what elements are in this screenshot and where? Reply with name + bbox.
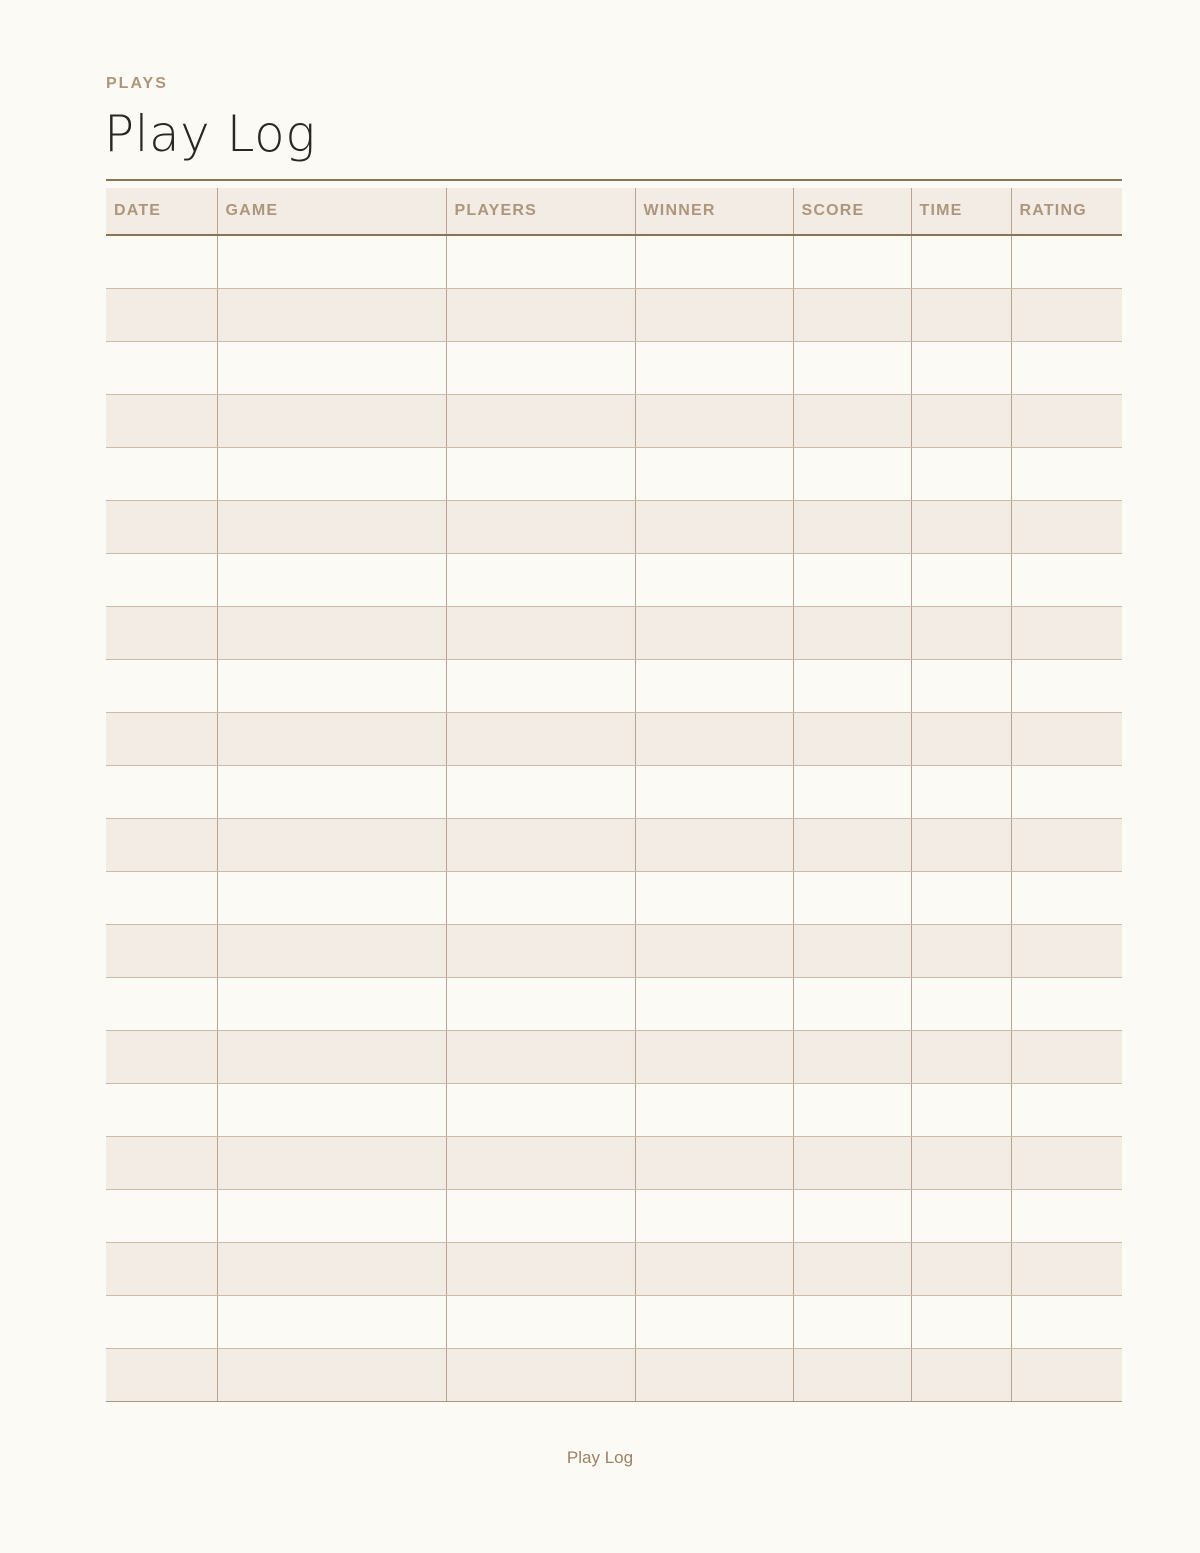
cell-score[interactable]	[793, 501, 911, 554]
cell-winner[interactable]	[635, 342, 793, 395]
cell-date[interactable]	[106, 235, 217, 289]
table-row	[106, 925, 1122, 978]
table-row	[106, 978, 1122, 1031]
cell-winner[interactable]	[635, 978, 793, 1031]
cell-time[interactable]	[911, 1296, 1011, 1349]
cell-time[interactable]	[911, 713, 1011, 766]
title-divider	[106, 179, 1122, 181]
cell-rating[interactable]	[1011, 925, 1122, 978]
table-row	[106, 289, 1122, 342]
cell-date[interactable]	[106, 607, 217, 660]
table-row	[106, 1031, 1122, 1084]
cell-players[interactable]	[446, 766, 635, 819]
cell-winner[interactable]	[635, 554, 793, 607]
cell-date[interactable]	[106, 925, 217, 978]
cell-date[interactable]	[106, 713, 217, 766]
column-header-score: SCORE	[793, 188, 911, 235]
cell-game[interactable]	[217, 235, 446, 289]
cell-time[interactable]	[911, 1137, 1011, 1190]
cell-score[interactable]	[793, 395, 911, 448]
cell-time[interactable]	[911, 554, 1011, 607]
column-header-winner: WINNER	[635, 188, 793, 235]
cell-winner[interactable]	[635, 660, 793, 713]
cell-date[interactable]	[106, 872, 217, 925]
cell-score[interactable]	[793, 289, 911, 342]
cell-time[interactable]	[911, 978, 1011, 1031]
cell-game[interactable]	[217, 713, 446, 766]
cell-game[interactable]	[217, 1137, 446, 1190]
cell-time[interactable]	[911, 819, 1011, 872]
cell-rating[interactable]	[1011, 713, 1122, 766]
cell-score[interactable]	[793, 766, 911, 819]
table-row	[106, 235, 1122, 289]
cell-score[interactable]	[793, 1137, 911, 1190]
cell-players[interactable]	[446, 872, 635, 925]
table-row	[106, 1084, 1122, 1137]
table-row	[106, 448, 1122, 501]
cell-score[interactable]	[793, 819, 911, 872]
cell-date[interactable]	[106, 448, 217, 501]
cell-winner[interactable]	[635, 1243, 793, 1296]
cell-winner[interactable]	[635, 501, 793, 554]
cell-players[interactable]	[446, 289, 635, 342]
cell-score[interactable]	[793, 925, 911, 978]
cell-winner[interactable]	[635, 872, 793, 925]
cell-rating[interactable]	[1011, 289, 1122, 342]
cell-score[interactable]	[793, 1190, 911, 1243]
cell-game[interactable]	[217, 1084, 446, 1137]
table-row	[106, 660, 1122, 713]
cell-players[interactable]	[446, 1084, 635, 1137]
cell-date[interactable]	[106, 660, 217, 713]
cell-players[interactable]	[446, 1349, 635, 1402]
table-header-row	[106, 188, 1122, 235]
cell-time[interactable]	[911, 1349, 1011, 1402]
cell-players[interactable]	[446, 501, 635, 554]
cell-date[interactable]	[106, 1137, 217, 1190]
cell-score[interactable]	[793, 1031, 911, 1084]
cell-score[interactable]	[793, 1243, 911, 1296]
cell-time[interactable]	[911, 660, 1011, 713]
cell-winner[interactable]	[635, 1084, 793, 1137]
cell-game[interactable]	[217, 1031, 446, 1084]
cell-game[interactable]	[217, 342, 446, 395]
cell-time[interactable]	[911, 766, 1011, 819]
cell-rating[interactable]	[1011, 501, 1122, 554]
cell-rating[interactable]	[1011, 1190, 1122, 1243]
table-row	[106, 1137, 1122, 1190]
cell-date[interactable]	[106, 1243, 217, 1296]
cell-players[interactable]	[446, 1190, 635, 1243]
cell-date[interactable]	[106, 554, 217, 607]
cell-winner[interactable]	[635, 1190, 793, 1243]
cell-date[interactable]	[106, 501, 217, 554]
cell-game[interactable]	[217, 501, 446, 554]
cell-rating[interactable]	[1011, 1031, 1122, 1084]
cell-players[interactable]	[446, 1243, 635, 1296]
cell-players[interactable]	[446, 713, 635, 766]
column-header-game: GAME	[217, 188, 446, 235]
cell-rating[interactable]	[1011, 1349, 1122, 1402]
cell-score[interactable]	[793, 1084, 911, 1137]
cell-game[interactable]	[217, 554, 446, 607]
cell-date[interactable]	[106, 395, 217, 448]
cell-players[interactable]	[446, 554, 635, 607]
cell-date[interactable]	[106, 1190, 217, 1243]
cell-score[interactable]	[793, 872, 911, 925]
cell-score[interactable]	[793, 1349, 911, 1402]
cell-date[interactable]	[106, 1084, 217, 1137]
cell-date[interactable]	[106, 978, 217, 1031]
cell-time[interactable]	[911, 289, 1011, 342]
cell-rating[interactable]	[1011, 819, 1122, 872]
table-body	[106, 235, 1122, 1402]
cell-game[interactable]	[217, 289, 446, 342]
cell-players[interactable]	[446, 448, 635, 501]
table-row	[106, 1243, 1122, 1296]
cell-winner[interactable]	[635, 1137, 793, 1190]
table-row	[106, 554, 1122, 607]
cell-rating[interactable]	[1011, 660, 1122, 713]
table-row	[106, 342, 1122, 395]
cell-game[interactable]	[217, 660, 446, 713]
cell-rating[interactable]	[1011, 395, 1122, 448]
cell-date[interactable]	[106, 1031, 217, 1084]
cell-date[interactable]	[106, 1296, 217, 1349]
cell-rating[interactable]	[1011, 766, 1122, 819]
cell-players[interactable]	[446, 978, 635, 1031]
cell-players[interactable]	[446, 660, 635, 713]
cell-score[interactable]	[793, 660, 911, 713]
cell-game[interactable]	[217, 766, 446, 819]
cell-players[interactable]	[446, 1137, 635, 1190]
column-header-players: PLAYERS	[446, 188, 635, 235]
cell-time[interactable]	[911, 235, 1011, 289]
table-row	[106, 713, 1122, 766]
cell-score[interactable]	[793, 448, 911, 501]
table-row	[106, 1190, 1122, 1243]
page-title: Play Log	[104, 105, 316, 163]
table-row	[106, 1349, 1122, 1402]
table-row	[106, 819, 1122, 872]
cell-score[interactable]	[793, 607, 911, 660]
cell-time[interactable]	[911, 1031, 1011, 1084]
cell-winner[interactable]	[635, 819, 793, 872]
cell-score[interactable]	[793, 713, 911, 766]
table-row	[106, 1296, 1122, 1349]
page-footer: Play Log	[566, 1448, 634, 1467]
cell-game[interactable]	[217, 1190, 446, 1243]
cell-time[interactable]	[911, 925, 1011, 978]
cell-rating[interactable]	[1011, 448, 1122, 501]
cell-date[interactable]	[106, 819, 217, 872]
cell-players[interactable]	[446, 235, 635, 289]
cell-game[interactable]	[217, 607, 446, 660]
cell-score[interactable]	[793, 342, 911, 395]
cell-game[interactable]	[217, 1349, 446, 1402]
cell-date[interactable]	[106, 342, 217, 395]
table-row	[106, 395, 1122, 448]
cell-time[interactable]	[911, 1084, 1011, 1137]
cell-winner[interactable]	[635, 395, 793, 448]
table-row	[106, 607, 1122, 660]
cell-rating[interactable]	[1011, 1137, 1122, 1190]
cell-players[interactable]	[446, 1296, 635, 1349]
cell-game[interactable]	[217, 925, 446, 978]
column-header-rating: RATING	[1011, 188, 1122, 235]
cell-game[interactable]	[217, 395, 446, 448]
cell-time[interactable]	[911, 501, 1011, 554]
cell-rating[interactable]	[1011, 978, 1122, 1031]
cell-time[interactable]	[911, 872, 1011, 925]
cell-score[interactable]	[793, 554, 911, 607]
cell-winner[interactable]	[635, 289, 793, 342]
table-row	[106, 872, 1122, 925]
cell-rating[interactable]	[1011, 1084, 1122, 1137]
cell-rating[interactable]	[1011, 1243, 1122, 1296]
cell-rating[interactable]	[1011, 1296, 1122, 1349]
cell-winner[interactable]	[635, 448, 793, 501]
cell-players[interactable]	[446, 607, 635, 660]
cell-game[interactable]	[217, 1296, 446, 1349]
cell-winner[interactable]	[635, 925, 793, 978]
cell-players[interactable]	[446, 925, 635, 978]
cell-winner[interactable]	[635, 766, 793, 819]
cell-time[interactable]	[911, 395, 1011, 448]
cell-players[interactable]	[446, 342, 635, 395]
cell-time[interactable]	[911, 342, 1011, 395]
cell-date[interactable]	[106, 766, 217, 819]
cell-time[interactable]	[911, 1243, 1011, 1296]
cell-score[interactable]	[793, 235, 911, 289]
cell-score[interactable]	[793, 978, 911, 1031]
cell-rating[interactable]	[1011, 872, 1122, 925]
cell-players[interactable]	[446, 395, 635, 448]
cell-winner[interactable]	[635, 1031, 793, 1084]
cell-winner[interactable]	[635, 1296, 793, 1349]
table-row	[106, 766, 1122, 819]
table-row	[106, 501, 1122, 554]
cell-date[interactable]	[106, 1349, 217, 1402]
cell-rating[interactable]	[1011, 607, 1122, 660]
cell-game[interactable]	[217, 448, 446, 501]
cell-winner[interactable]	[635, 713, 793, 766]
play-log-table	[106, 188, 1122, 1402]
cell-time[interactable]	[911, 1190, 1011, 1243]
cell-game[interactable]	[217, 819, 446, 872]
column-header-time: TIME	[911, 188, 1011, 235]
cell-winner[interactable]	[635, 607, 793, 660]
cell-game[interactable]	[217, 872, 446, 925]
cell-players[interactable]	[446, 1031, 635, 1084]
cell-time[interactable]	[911, 607, 1011, 660]
cell-score[interactable]	[793, 1296, 911, 1349]
cell-game[interactable]	[217, 978, 446, 1031]
cell-winner[interactable]	[635, 1349, 793, 1402]
cell-rating[interactable]	[1011, 554, 1122, 607]
cell-time[interactable]	[911, 448, 1011, 501]
cell-game[interactable]	[217, 1243, 446, 1296]
cell-rating[interactable]	[1011, 342, 1122, 395]
section-eyebrow: PLAYS	[106, 75, 168, 92]
cell-players[interactable]	[446, 819, 635, 872]
column-header-date: DATE	[106, 188, 217, 235]
cell-rating[interactable]	[1011, 235, 1122, 289]
cell-date[interactable]	[106, 289, 217, 342]
cell-winner[interactable]	[635, 235, 793, 289]
